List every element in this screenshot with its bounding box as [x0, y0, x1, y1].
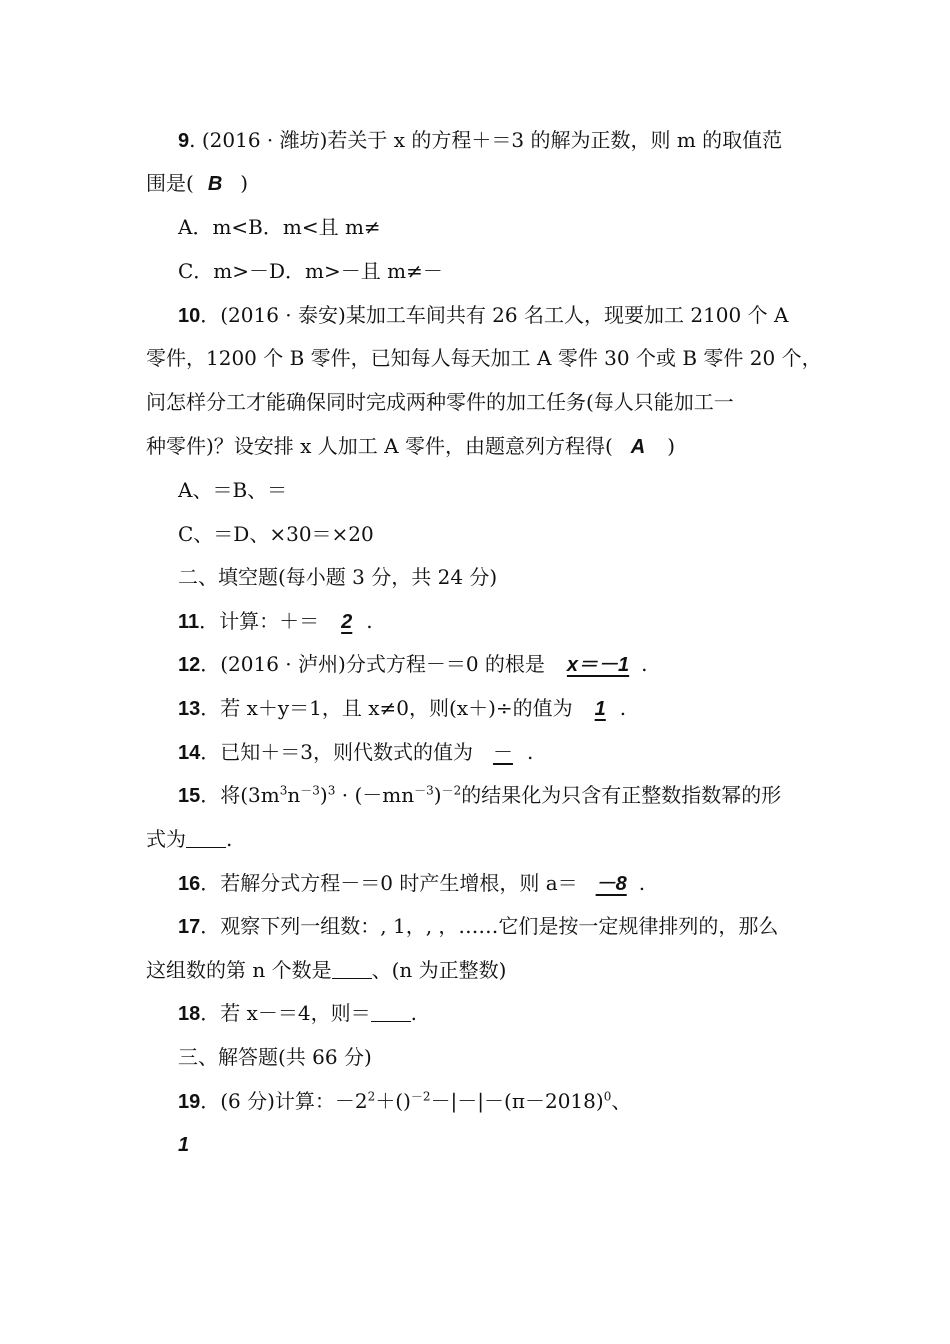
- q15-exp-3: 3: [327, 783, 336, 798]
- q18-end: .: [410, 1001, 417, 1025]
- q15-exp-5: －2: [441, 783, 462, 798]
- q10-line-3: 问怎样分工才能确保同时完成两种零件的加工任务(每人只能加工一: [146, 390, 734, 414]
- q15-text-c: ): [319, 783, 328, 807]
- q10-option-cd: C、＝D、×30＝×20: [178, 522, 374, 546]
- q18-line: [178, 1000, 417, 1027]
- q17-text: ．观察下列一组数：, 1，, ，……它们是按一定规律排列的，那么: [200, 914, 779, 938]
- q13-text: ．若 x＋y＝1，且 x≠0，则(x＋)÷的值为: [200, 696, 573, 720]
- q13-number: 13: [178, 698, 201, 720]
- q11-answer: 2: [341, 611, 353, 633]
- q11-end: .: [366, 609, 373, 633]
- q10-paren-close: ): [667, 434, 676, 458]
- q14-end: .: [526, 740, 534, 764]
- q9-number: 9: [178, 130, 190, 152]
- q19-text-c: －|－|－(π－2018): [430, 1089, 604, 1113]
- q9-option-cd: C．m>－D．m>－且 m≠－: [178, 259, 443, 283]
- q17-text-3: 、(n 为正整数): [371, 958, 507, 982]
- q19-text-b: ＋(): [375, 1089, 411, 1113]
- q17-text-2: 这组数的第 n 个数是: [146, 958, 332, 982]
- q10-line-1: [178, 302, 788, 329]
- q11-number: 11: [178, 611, 200, 633]
- q10-number: 10: [178, 305, 201, 327]
- q19-answer-line: [178, 1131, 189, 1158]
- q11-text: ．计算：＋＝: [199, 609, 320, 633]
- q15-text-2: 式为: [146, 827, 186, 851]
- q19-text-a: ．(6 分)计算：－2: [200, 1089, 368, 1113]
- q15-text-e: ): [433, 783, 442, 807]
- q10-option-ab: A、＝B、＝: [178, 478, 288, 502]
- q10-line-4: [146, 433, 675, 460]
- q15-text-d: · (－mn: [335, 783, 415, 807]
- q15-exp-4: －3: [414, 783, 434, 798]
- q18-answer-blank: [371, 1003, 411, 1022]
- q19-line: [178, 1088, 631, 1115]
- q13-answer: 1: [594, 698, 606, 720]
- q19-answer: 1: [178, 1134, 190, 1156]
- q15-text-f: 的结果化为只含有正整数指数幂的形: [461, 783, 782, 807]
- q15-text-b: n: [287, 783, 301, 807]
- q15-exp-1: 3: [279, 783, 288, 798]
- q18-text: ．若 x－＝4，则＝: [200, 1001, 371, 1025]
- q16-line: [178, 870, 645, 897]
- q17-answer-blank: [332, 960, 372, 979]
- q12-line: [178, 651, 648, 678]
- q12-text: ．(2016 · 泸州)分式方程－＝0 的根是: [200, 652, 545, 676]
- section-2-heading: 二、填空题(每小题 3 分，共 24 分): [178, 565, 498, 589]
- q9-text-2: 围是(: [146, 171, 194, 195]
- q17-line-1: [178, 913, 778, 940]
- q16-end: .: [638, 871, 646, 895]
- q9-option-ab: A．m<B．m<且 m≠: [178, 215, 381, 239]
- q15-number: 15: [178, 785, 201, 807]
- q10-text-4: 种零件)？设安排 x 人加工 A 零件，由题意列方程得(: [146, 434, 613, 458]
- q16-number: 16: [178, 873, 201, 895]
- q18-number: 18: [178, 1003, 201, 1025]
- q19-exp-3: 0: [603, 1089, 612, 1104]
- q19-number: 19: [178, 1091, 201, 1113]
- q15-line-1: [178, 782, 781, 809]
- q11-line: [178, 608, 373, 635]
- q15-line-2: [146, 826, 232, 852]
- q15-answer-blank: [186, 829, 226, 848]
- q10-answer: A: [630, 436, 646, 458]
- q15-exp-2: －3: [300, 783, 320, 798]
- q14-number: 14: [178, 742, 201, 764]
- q12-end: .: [641, 652, 648, 676]
- q14-line: [178, 739, 533, 766]
- q10-text: ．(2016 · 泰安)某加工车间共有 26 名工人，现要加工 2100 个 A: [200, 303, 789, 327]
- q19-text-d: 、: [611, 1089, 632, 1113]
- q14-answer: －: [492, 740, 513, 764]
- q15-end: .: [226, 827, 233, 851]
- q16-answer: －8: [595, 873, 627, 895]
- q9-line-1: [178, 127, 782, 154]
- q19-exp-1: 2: [367, 1089, 376, 1104]
- q12-number: 12: [178, 654, 201, 676]
- q15-text-a: ．将(3m: [200, 783, 280, 807]
- q12-answer: x＝－1: [566, 654, 630, 676]
- q17-number: 17: [178, 916, 201, 938]
- q17-line-2: [146, 957, 506, 983]
- q9-text: . (2016 · 潍坊)若关于 x 的方程＋＝3 的解为正数，则 m 的取值范: [189, 128, 783, 152]
- q9-line-2: [146, 170, 248, 197]
- section-3-heading: 三、解答题(共 66 分): [178, 1045, 372, 1069]
- q16-text: ．若解分式方程－＝0 时产生增根，则 a＝: [200, 871, 578, 895]
- q19-exp-2: －2: [410, 1089, 431, 1104]
- q13-end: .: [619, 696, 627, 720]
- q9-paren-close: ): [240, 171, 249, 195]
- q13-line: [178, 695, 626, 722]
- q10-line-2: 零件，1200 个 B 零件，已知每人每天加工 A 零件 30 个或 B 零件 20 个，: [146, 346, 822, 370]
- q9-answer: B: [207, 173, 223, 195]
- q14-text: ．已知＋＝3，则代数式的值为: [200, 740, 473, 764]
